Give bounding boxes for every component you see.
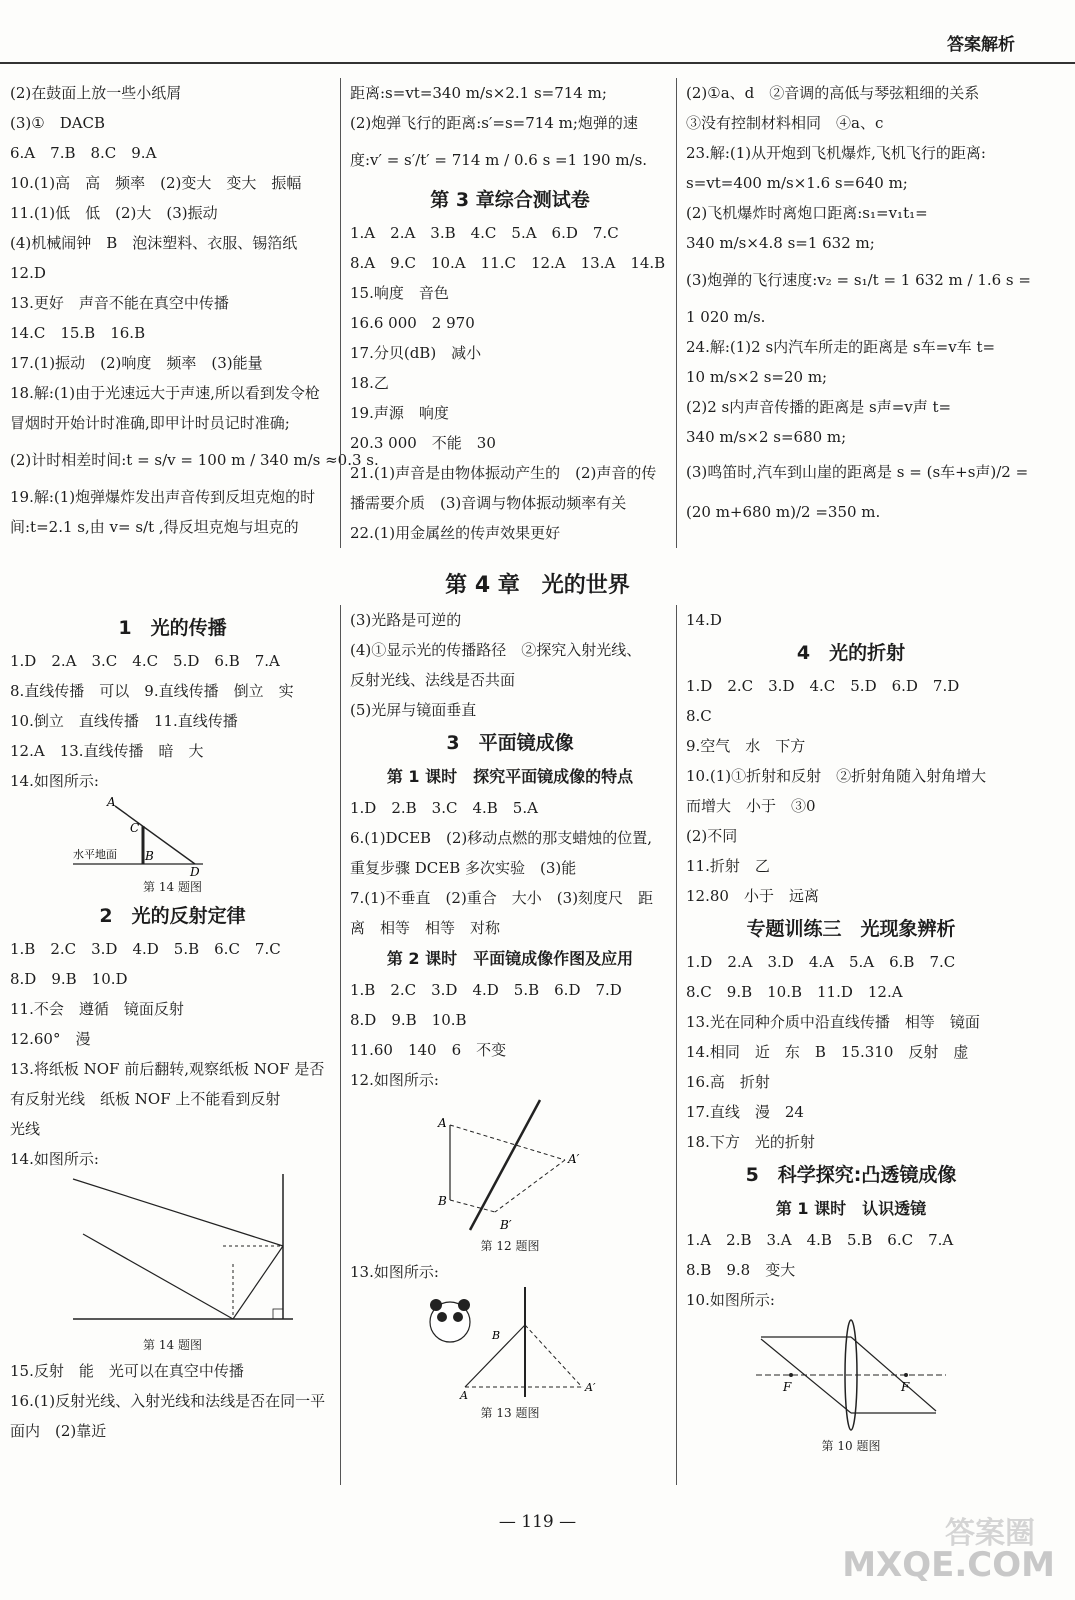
answer-line: 13.如图所示: (350, 1263, 439, 1281)
answer-line: 13.更好 声音不能在真空中传播 (10, 294, 229, 312)
answer-line: 19.声源 响度 (350, 404, 449, 422)
answer-line: (3)光路是可逆的 (350, 611, 462, 629)
answer-line: 23.解:(1)从开炮到飞机爆炸,飞机飞行的距离: (686, 144, 986, 162)
reflection-diagram (53, 1174, 293, 1334)
answer-line: 6.(1)DCEB (2)移动点燃的那支蜡烛的位置, (350, 829, 653, 847)
header-rule (0, 62, 1075, 64)
fig-label: A (460, 1389, 468, 1402)
fig-label: 水平地面 (72, 848, 117, 861)
answer-line: (2)炮弹飞行的距离:s′=s=714 m;炮弹的速 (350, 114, 638, 132)
answer-line: 340 m/s×4.8 s=1 632 m; (686, 234, 875, 252)
fig-label: C (129, 821, 139, 835)
answer-line: (2)计时相差时间:t = s/v = 100 m / 340 m/s ≈0.3 s. (10, 451, 379, 469)
answer-line: 12.D (10, 264, 46, 282)
answer-line: 19.解:(1)炮弹爆炸发出声音传到反坦克炮的时 (10, 488, 316, 506)
answer-line: 1.D 2.C 3.D 4.C 5.D 6.D 7.D (686, 677, 960, 695)
answer-line: 16.(1)反射光线、入射光线和法线是否在同一平 (10, 1392, 326, 1410)
fig-label: B′ (500, 1218, 512, 1232)
lesson-title: 第 2 课时 平面镜成像作图及应用 (386, 949, 634, 968)
figure-caption: 第 13 题图 (480, 1406, 540, 1420)
answer-line: 而增大 小于 ③0 (686, 797, 816, 815)
answer-line: ③没有控制材料相同 ④a、c (686, 114, 884, 132)
answer-line: 1.D 2.B 3.C 4.B 5.A (350, 799, 538, 817)
answer-line: 8.D 9.B 10.D (10, 970, 128, 988)
answer-line: 冒烟时开始计时准确,即甲计时员记时准确; (10, 414, 290, 432)
answer-line: 离 相等 相等 对称 (350, 919, 501, 937)
section-title: 专题训练三 光现象辨析 (746, 918, 956, 940)
answer-line: 11.折射 乙 (686, 857, 770, 875)
answer-line: (2)在鼓面上放一些小纸屑 (10, 84, 182, 102)
answer-line: 10.(1)①折射和反射 ②折射角随入射角增大 (686, 767, 987, 785)
answer-line: 重复步骤 DCEB 多次实验 (3)能 (350, 859, 577, 877)
answer-line: (2)飞机爆炸时离炮口距离:s₁=v₁t₁= (686, 204, 928, 222)
column-divider (676, 78, 677, 548)
answer-line: 18.乙 (350, 374, 389, 392)
answer-line: 17.分贝(dB) 减小 (350, 344, 482, 362)
answer-line: 6.A 7.B 8.C 9.A (10, 144, 157, 162)
answer-line: 1.A 2.A 3.B 4.C 5.A 6.D 7.C (350, 224, 619, 242)
column-divider (340, 78, 341, 548)
watermark-logo: 答案圈 (945, 1516, 1035, 1551)
figure-caption: 第 14 题图 (143, 1338, 202, 1352)
fig-label: A′ (568, 1152, 580, 1166)
answer-line: 16.高 折射 (686, 1073, 770, 1091)
answer-line: 22.(1)用金属丝的传声效果更好 (350, 524, 561, 542)
answer-line: 24.解:(1)2 s内汽车所走的距离是 s车=v车 t= (686, 338, 996, 356)
answer-line: 9.空气 水 下方 (686, 737, 806, 755)
fig-label: B (144, 849, 154, 863)
answer-line: 8.D 9.B 10.B (350, 1011, 467, 1029)
answer-line: 18.下方 光的折射 (686, 1133, 815, 1151)
answer-line: 11.(1)低 低 (2)大 (3)振动 (10, 204, 218, 222)
figure-caption: 第 12 题图 (480, 1239, 540, 1253)
answer-line: 10.倒立 直线传播 11.直线传播 (10, 712, 238, 730)
column-1 (10, 610, 335, 1446)
section-title: 4 光的折射 (796, 642, 906, 664)
convex-lens-diagram (751, 1315, 951, 1435)
answer-line: (3)① DACB (10, 114, 106, 132)
answer-line: 8.C (686, 707, 712, 725)
column-divider (340, 605, 341, 1485)
column-3 (686, 605, 1016, 1457)
page-number: — 119 — (498, 1512, 577, 1532)
answer-line: 15.响度 音色 (350, 284, 449, 302)
lesson-title: 第 1 课时 认识透镜 (775, 1199, 927, 1218)
fig-label: A′ (585, 1381, 596, 1394)
shadow-diagram (73, 796, 273, 876)
answer-line: 16.6 000 2 970 (350, 314, 475, 332)
answer-line: 10 m/s×2 s=20 m; (686, 368, 828, 386)
answer-line: 12.如图所示: (350, 1071, 439, 1089)
answer-line: 14.D (686, 611, 722, 629)
answer-line: (3)鸣笛时,汽车到山崖的距离是 s = (s车+s声)/2 = (686, 463, 1029, 481)
answer-line: 1.B 2.C 3.D 4.D 5.B 6.C 7.C (10, 940, 281, 958)
answer-line: 1.D 2.A 3.D 4.A 5.A 6.B 7.C (686, 953, 956, 971)
chapter-title: 第 4 章 光的世界 (445, 573, 630, 598)
answer-line: 距离:s=vt=340 m/s×2.1 s=714 m; (350, 84, 607, 102)
answer-line: 8.C 9.B 10.B 11.D 12.A (686, 983, 903, 1001)
answer-line: (4)①显示光的传播路径 ②探究入射光线、 (350, 641, 642, 659)
answer-line: 11.不会 遵循 镜面反射 (10, 1000, 184, 1018)
answer-line: 18.解:(1)由于光速远大于声速,所以看到发令枪 (10, 384, 320, 402)
watermark-text: MXQE.COM (842, 1545, 1055, 1585)
answer-line: 17.(1)振动 (2)响度 频率 (3)能量 (10, 354, 263, 372)
answer-line: (3)炮弹的飞行速度:v₂ = s₁/t = 1 632 m / 1.6 s = (686, 271, 1031, 289)
fig-label: B (492, 1329, 501, 1342)
header-title: 答案解析 (947, 35, 1015, 55)
answer-line: 度:v′ = s′/t′ = 714 m / 0.6 s =1 190 m/s. (350, 151, 648, 169)
fig-label: D (189, 865, 200, 876)
answer-line: 面内 (2)靠近 (10, 1422, 107, 1440)
answer-line: 13.光在同种介质中沿直线传播 相等 镜面 (686, 1013, 980, 1031)
figure-caption: 第 14 题图 (143, 880, 202, 894)
answer-line: 7.(1)不垂直 (2)重合 大小 (3)刻度尺 距 (350, 889, 654, 907)
fig-label: A (438, 1116, 447, 1130)
section-title: 5 科学探究:凸透镜成像 (745, 1164, 957, 1186)
top-middle-column (350, 78, 670, 548)
fig-label: B (438, 1194, 447, 1208)
answer-line: 11.60 140 6 不变 (350, 1041, 507, 1059)
answer-line: 8.B 9.8 变大 (686, 1261, 796, 1279)
answer-line: 21.(1)声音是由物体振动产生的 (2)声音的传 (350, 464, 657, 482)
answer-line: 1.A 2.B 3.A 4.B 5.B 6.C 7.A (686, 1231, 954, 1249)
top-right-column (686, 78, 1031, 532)
section-title: 2 光的反射定律 (99, 905, 246, 927)
answer-line: 1 020 m/s. (686, 308, 766, 326)
answer-line: 间:t=2.1 s,由 v= s/t ,得反坦克炮与坦克的 (10, 518, 299, 536)
answer-line: 1.B 2.C 3.D 4.D 5.B 6.D 7.D (350, 981, 622, 999)
answer-line: 12.60° 漫 (10, 1030, 91, 1048)
answer-line: 340 m/s×2 s=680 m; (686, 428, 847, 446)
fig-label: F (901, 1380, 910, 1394)
answer-line: 13.将纸板 NOF 前后翻转,观察纸板 NOF 是否 (10, 1060, 325, 1078)
answer-line: (2)不同 (686, 827, 738, 845)
mirror-image-diagram (420, 1095, 600, 1235)
section-title: 第 3 章综合测试卷 (430, 189, 590, 211)
answer-line: 播需要介质 (3)音调与物体振动频率有关 (350, 494, 627, 512)
answer-line: (2)2 s内声音传播的距离是 s声=v声 t= (686, 398, 952, 416)
answer-line: 20.3 000 不能 30 (350, 434, 496, 452)
answer-line: (20 m+680 m)/2 =350 m. (686, 503, 881, 521)
answer-line: (5)光屏与镜面垂直 (350, 701, 477, 719)
answer-line: 10.如图所示: (686, 1291, 775, 1309)
panda-mirror-diagram (410, 1287, 610, 1402)
fig-label: F (783, 1380, 792, 1394)
answer-line: 12.80 小于 远离 (686, 887, 819, 905)
answer-line: (4)机械闹钟 B 泡沫塑料、衣服、锡箔纸 (10, 234, 298, 252)
answer-line: 1.D 2.A 3.C 4.C 5.D 6.B 7.A (10, 652, 280, 670)
answer-line: 8.A 9.C 10.A 11.C 12.A 13.A 14.B (350, 254, 666, 272)
fig-label: A (106, 796, 116, 809)
answer-line: 17.直线 漫 24 (686, 1103, 804, 1121)
answer-line: 14.如图所示: (10, 772, 99, 790)
answer-line: 14.相同 近 东 B 15.310 反射 虚 (686, 1043, 969, 1061)
answer-line: 有反射光线 纸板 NOF 上不能看到反射 (10, 1090, 281, 1108)
answer-line: 10.(1)高 高 频率 (2)变大 变大 振幅 (10, 174, 302, 192)
answer-line: 8.直线传播 可以 9.直线传播 倒立 实 (10, 682, 294, 700)
answer-line: s=vt=400 m/s×1.6 s=640 m; (686, 174, 908, 192)
section-title: 1 光的传播 (118, 617, 227, 639)
answer-line: 14.C 15.B 16.B (10, 324, 146, 342)
lesson-title: 第 1 课时 探究平面镜成像的特点 (386, 767, 634, 786)
answer-line: 14.如图所示: (10, 1150, 99, 1168)
figure-caption: 第 10 题图 (821, 1439, 881, 1453)
answer-line: 15.反射 能 光可以在真空中传播 (10, 1362, 244, 1380)
section-title: 3 平面镜成像 (446, 732, 574, 754)
column-2 (350, 605, 670, 1424)
answer-line: 光线 (10, 1120, 41, 1138)
answer-line: 12.A 13.直线传播 暗 大 (10, 742, 204, 760)
answer-line: 反射光线、法线是否共面 (350, 671, 516, 689)
column-divider (676, 605, 677, 1485)
answer-line: (2)①a、d ②音调的高低与琴弦粗细的关系 (686, 84, 980, 102)
